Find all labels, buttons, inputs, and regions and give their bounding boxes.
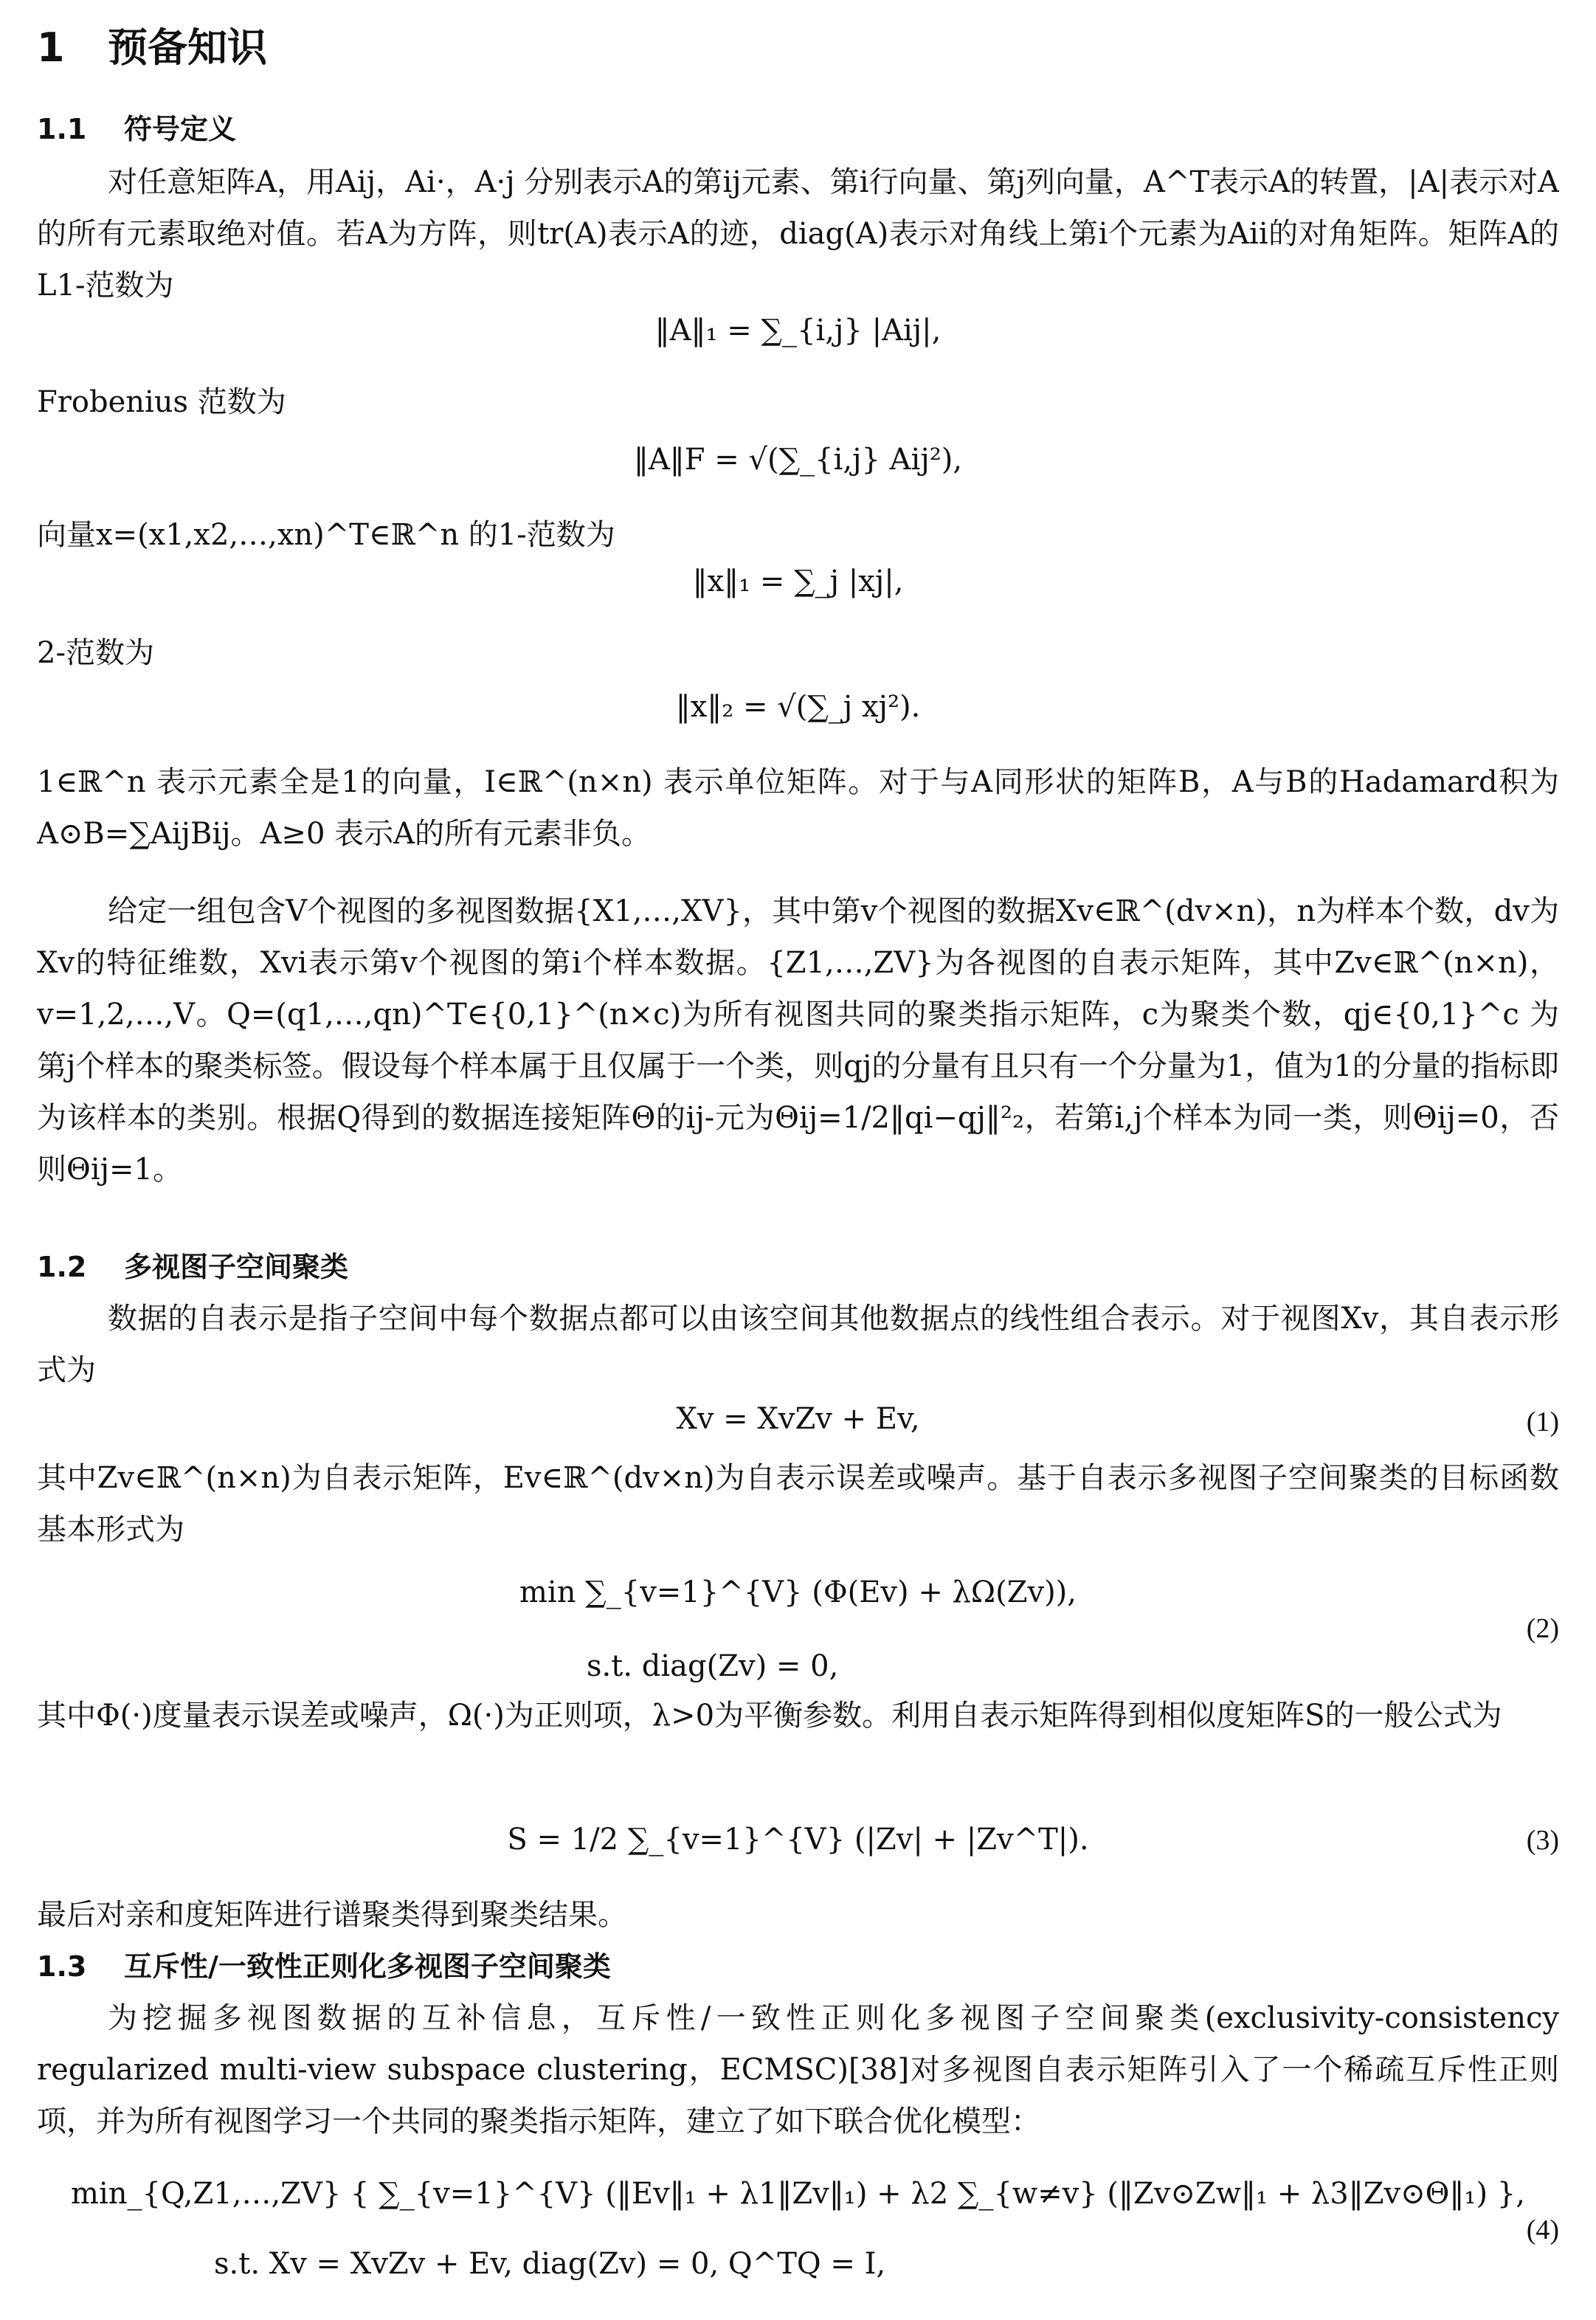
- equation-number-2: (2): [1526, 1613, 1559, 1644]
- section-number: 1: [37, 24, 65, 71]
- equation-4-objective: min_{Q,Z1,…,ZV} { ∑_{v=1}^{V} (‖Ev‖₁ + λ1‖Zv‖₁) + λ2 ∑_{w≠v} (‖Zv⊙Zw‖₁ + λ3‖Zv⊙Θ‖₁) },: [71, 2177, 1525, 2211]
- equation-frobenius-norm: ‖A‖F = √(∑_{i,j} Aij²),: [633, 443, 963, 477]
- equation-number-3: (3): [1526, 1825, 1559, 1856]
- paragraph-objective-intro: 其中Zv∈ℝ^(n×n)为自表示矩阵，Ev∈ℝ^(dv×n)为自表示误差或噪声。基于自表示多视图子空间聚类的目标函数基本形式为: [37, 1461, 1559, 1547]
- equation-number-1: (1): [1526, 1406, 1559, 1437]
- equation-3: S = 1/2 ∑_{v=1}^{V} (|Zv| + |Zv^T|).: [507, 1823, 1089, 1857]
- paragraph-notation: 对任意矩阵A，用Aij，Ai·，A·j 分别表示A的第ij元素、第i行向量、第j列向量，A^T表示A的转置，|A|表示对A的所有元素取绝对值。若A为方阵，则tr(A)表示A的迹，diag(A)表示对角线上第i个元素为Aii的对角矩阵。矩阵A的L1-范数为: [37, 165, 1559, 303]
- equation-1: Xv = XvZv + Ev,: [676, 1402, 920, 1436]
- equation-4-constraint: s.t. Xv = XvZv + Ev, diag(Zv) = 0, Q^TQ = I,: [214, 2247, 886, 2281]
- paragraph-ecmsc: 为挖掘多视图数据的互补信息，互斥性/一致性正则化多视图子空间聚类(exclusivity-consistency regularized multi-view subspace clustering，ECMSC)[38]对多视图自表示矩阵引入了一个稀疏互斥性正则项，并为所有视图学习一个共同的聚类指示矩阵，建立了如下联合优化模型：: [37, 2001, 1559, 2138]
- paragraph-spectral-clustering: 最后对亲和度矩阵进行谱聚类得到聚类结果。: [37, 1898, 627, 1932]
- equation-2-constraint: s.t. diag(Zv) = 0,: [587, 1649, 839, 1683]
- paragraph-ones-identity-hadamard: 1∈ℝ^n 表示元素全是1的向量，I∈ℝ^(n×n) 表示单位矩阵。对于与A同形状的矩阵B，A与B的Hadamard积为A⊙B=∑AijBij。A≥0 表示A的所有元素非负。: [37, 765, 1559, 851]
- subsection-heading-1-1: [37, 109, 1559, 149]
- subsection-heading-1-2: [37, 1247, 1559, 1287]
- paragraph-self-representation: 数据的自表示是指子空间中每个数据点都可以由该空间其他数据点的线性组合表示。对于视图Xv，其自表示形式为: [37, 1302, 1559, 1387]
- subsection-number: 1.3: [37, 1950, 87, 1983]
- equation-l1-norm: ‖A‖₁ = ∑_{i,j} |Aij|,: [654, 314, 942, 348]
- paragraph-frobenius: Frobenius 范数为: [37, 385, 286, 419]
- paragraph-2-norm: 2-范数为: [37, 636, 154, 670]
- section-title: 预备知识: [108, 24, 267, 71]
- equation-2-objective: min ∑_{v=1}^{V} (Φ(Ev) + λΩ(Zv)),: [519, 1575, 1077, 1609]
- paragraph-multiview-data: 给定一组包含V个视图的多视图数据{X1,…,XV}，其中第v个视图的数据Xv∈ℝ^(dv×n)，n为样本个数，dv为Xv的特征维数，Xvi表示第v个视图的第i个样本数据。{Z1,…,ZV}为各视图的自表示矩阵，其中Zv∈ℝ^(n×n)，v=1,2,…,V。Q=(q1,…,qn)^T∈{0,1}^(n×c)为所有视图共同的聚类指示矩阵，c为聚类个数，qj∈{0,1}^c 为第j个样本的聚类标签。假设每个样本属于且仅属于一个类，则qj的分量有且只有一个分量为1，值为1的分量的指标即为该样本的类别。根据Q得到的数据连接矩阵Θ的ij-元为Θij=1/2‖qi−qj‖²₂，若第i,j个样本为同一类，则Θij=0，否则Θij=1。: [37, 894, 1559, 1187]
- subsection-title: 互斥性/一致性正则化多视图子空间聚类: [124, 1950, 611, 1983]
- equation-vector-1-norm: ‖x‖₁ = ∑_j |xj|,: [692, 565, 904, 598]
- subsection-heading-1-3: [37, 1947, 1559, 1986]
- subsection-title: 多视图子空间聚类: [124, 1251, 349, 1283]
- section-heading: [37, 22, 1559, 74]
- equation-number-4: (4): [1526, 2214, 1559, 2245]
- equation-vector-2-norm: ‖x‖₂ = √(∑_j xj²).: [675, 690, 921, 724]
- subsection-number: 1.2: [37, 1251, 87, 1283]
- subsection-number: 1.1: [37, 113, 87, 145]
- paragraph-vector-1-norm: 向量x=(x1,x2,…,xn)^T∈ℝ^n 的1-范数为: [37, 518, 615, 552]
- paragraph-similarity-matrix: 其中Φ(·)度量表示误差或噪声，Ω(·)为正则项，λ>0为平衡参数。利用自表示矩阵得到相似度矩阵S的一般公式为: [37, 1699, 1502, 1733]
- subsection-title: 符号定义: [124, 113, 237, 145]
